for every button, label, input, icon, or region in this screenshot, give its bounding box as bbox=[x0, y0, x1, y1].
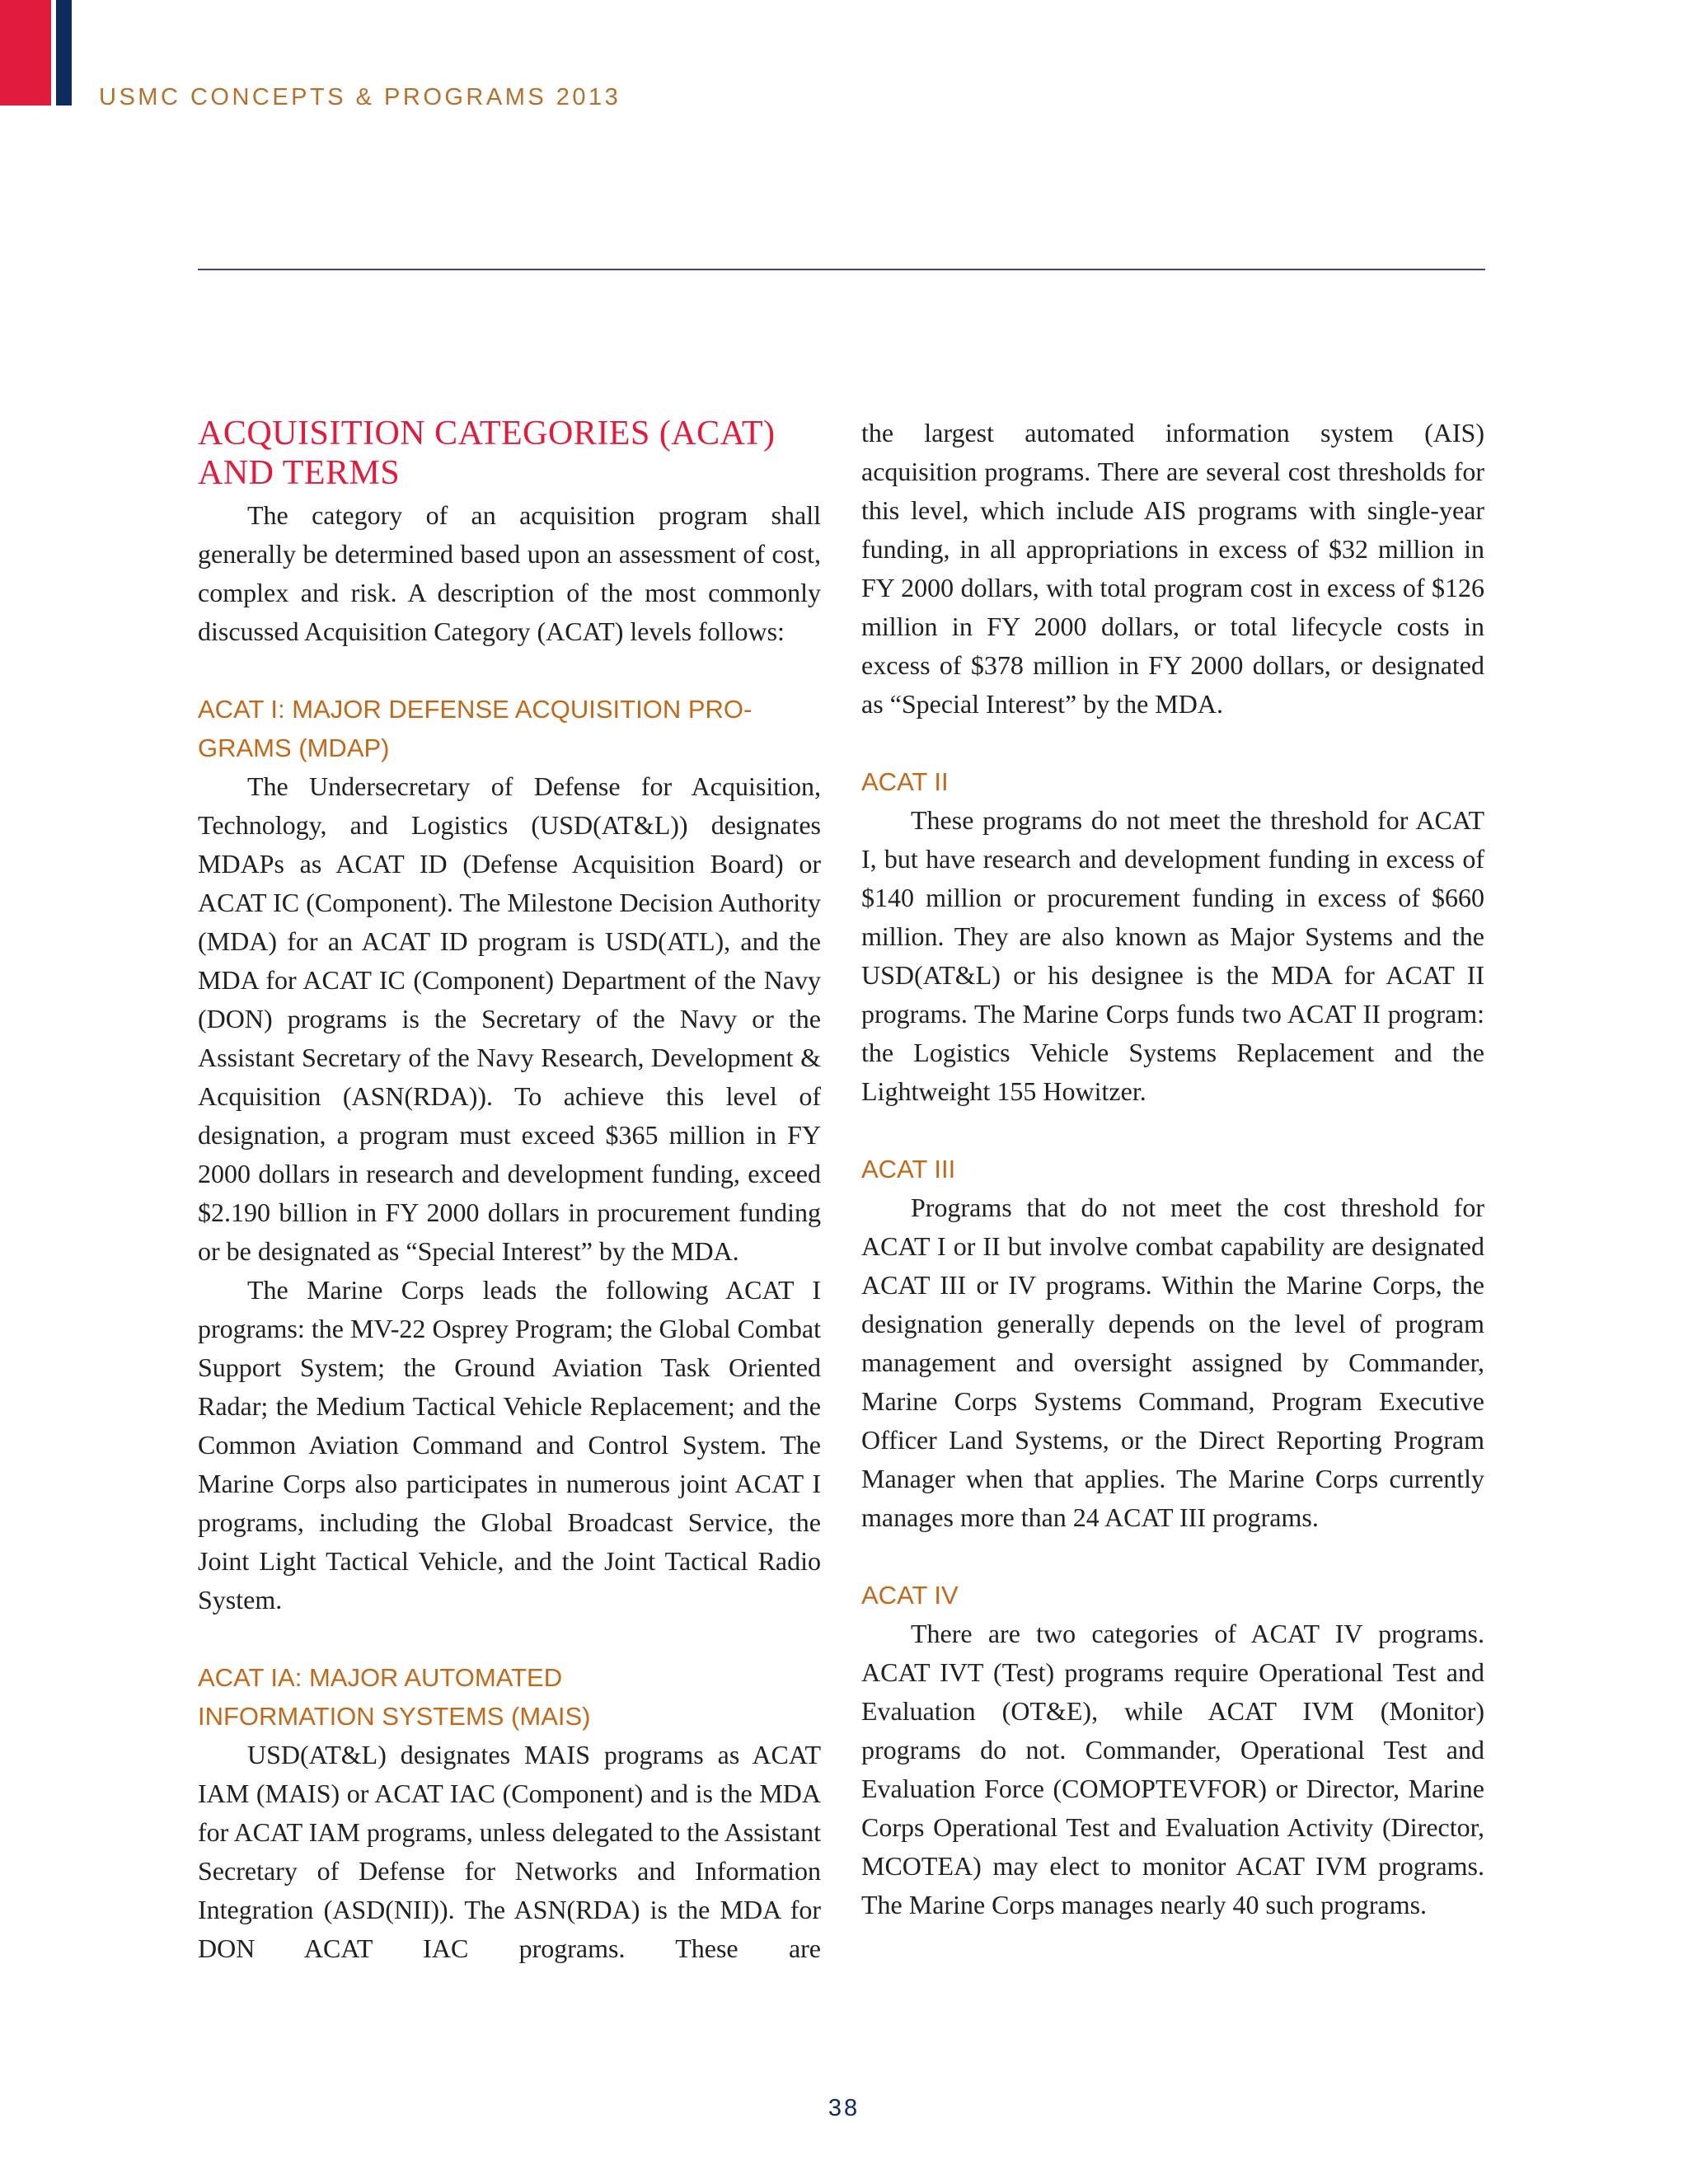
spacer bbox=[861, 724, 1484, 762]
article-title bbox=[198, 414, 821, 493]
spacer bbox=[861, 1111, 1484, 1150]
acat-i-paragraph-2: The Marine Corps leads the following ACAT I programs: the MV-22 Osprey Program; the Global Combat Support System; the Ground Aviation Task Oriented Radar; the Medium Tactical Vehicle Replacement; and the Common Aviation Command and Control System. The Marine Corps also participates in numerous joint ACAT I programs, including the Global Broadcast Service, the Joint Light Tactical Vehicle, and the Joint Tactical Radio System. bbox=[198, 1275, 821, 1615]
acat-iv-heading: ACAT IV bbox=[861, 1581, 959, 1610]
acat-ia-heading-line-1: ACAT IA: MAJOR AUTOMATED bbox=[198, 1663, 563, 1692]
right-column bbox=[861, 414, 1484, 1924]
acat-i-heading bbox=[198, 690, 821, 767]
header-red-bar bbox=[0, 0, 51, 105]
article-title-line-1: ACQUISITION CATEGORIES (ACAT) bbox=[198, 415, 776, 452]
acat-ia-heading-line-2: INFORMATION SYSTEMS (MAIS) bbox=[198, 1702, 591, 1731]
acat-ia-paragraph-part-2: the largest automated information system (AIS) acquisition programs. There are several cost thresholds for this level, which include AIS programs with single-year funding, in all appropriations in excess of $32 million in FY 2000 dollars, with total program cost in excess of $126 million in FY 2000 dollars, or total lifecycle costs in excess of $378 million in FY 2000 dollars, or designated as “Special Interest” by the MDA. bbox=[861, 418, 1484, 719]
acat-ii-heading: ACAT II bbox=[861, 767, 949, 796]
acat-ia-heading bbox=[198, 1658, 821, 1736]
running-title: USMC CONCEPTS & PROGRAMS 2013 bbox=[99, 84, 621, 110]
header-navy-bar bbox=[56, 0, 72, 105]
acat-i-heading-line-1: ACAT I: MAJOR DEFENSE ACQUISITION PRO- bbox=[198, 695, 753, 724]
acat-i-heading-line-2: GRAMS (MDAP) bbox=[198, 733, 390, 762]
acat-iv-paragraph: There are two categories of ACAT IV programs. ACAT IVT (Test) programs require Operational Test and Evaluation (OT&E), while ACAT IVM (Monitor) programs do not. Commander, Operational Test and Evaluation Force (COMOPTEVFOR) or Director, Marine Corps Operational Test and Evaluation Activity (Director, MCOTEA) may elect to monitor ACAT IVM programs. The Marine Corps manages nearly 40 such programs. bbox=[861, 1619, 1484, 1919]
acat-iii-heading: ACAT III bbox=[861, 1155, 956, 1183]
acat-i-paragraph-1: The Undersecretary of Defense for Acquisition, Technology, and Logistics (USD(AT&L)) designates MDAPs as ACAT ID (Defense Acquisition Board) or ACAT IC (Component). The Milestone Decision Authority (MDA) for an ACAT ID program is USD(ATL), and the MDA for ACAT IC (Component) Department of the Navy (DON) programs is the Secretary of the Navy or the Assistant Secretary of the Navy Research, Development & Acquisition (ASN(RDA)). To achieve this level of designation, a program must exceed $365 million in FY 2000 dollars in research and development funding, exceed $2.190 billion in FY 2000 dollars in procurement funding or be designated as “Special Interest” by the MDA. bbox=[198, 771, 821, 1266]
spacer bbox=[198, 651, 821, 690]
intro-paragraph: The category of an acquisition program shall generally be determined based upon an assessment of cost, complex and risk. A description of the most commonly discussed Acquisition Category (ACAT) levels follows: bbox=[198, 500, 821, 646]
header-divider bbox=[198, 269, 1485, 270]
acat-ii-paragraph: These programs do not meet the threshold for ACAT I, but have research and development funding in excess of $140 million or procurement funding in excess of $660 million. They are also known as Major Systems and the USD(AT&L) or his designee is the MDA for ACAT II programs. The Marine Corps funds two ACAT II program: the Logistics Vehicle Systems Replacement and the Lightweight 155 Howitzer. bbox=[861, 805, 1484, 1106]
spacer bbox=[861, 1537, 1484, 1576]
acat-iii-paragraph: Programs that do not meet the cost threshold for ACAT I or II but involve combat capability are designated ACAT III or IV programs. Within the Marine Corps, the designation generally depends on the level of program management and oversight assigned by Commander, Marine Corps Systems Command, Program Executive Officer Land Systems, or the Direct Reporting Program Manager when that applies. The Marine Corps currently manages more than 24 ACAT III programs. bbox=[861, 1193, 1484, 1532]
left-column bbox=[198, 414, 821, 1968]
acat-ia-paragraph-part-1: USD(AT&L) designates MAIS programs as ACAT IAM (MAIS) or ACAT IAC (Component) and is the MDA for ACAT IAM programs, unless delegated to the Assistant Secretary of Defense for Networks and Information Integration (ASD(NII)). The ASN(RDA) is the MDA for DON ACAT IAC programs. These are bbox=[198, 1740, 821, 1963]
spacer bbox=[198, 1619, 821, 1658]
article-title-line-2: AND TERMS bbox=[198, 454, 401, 492]
page-number: 38 bbox=[828, 2095, 860, 2121]
